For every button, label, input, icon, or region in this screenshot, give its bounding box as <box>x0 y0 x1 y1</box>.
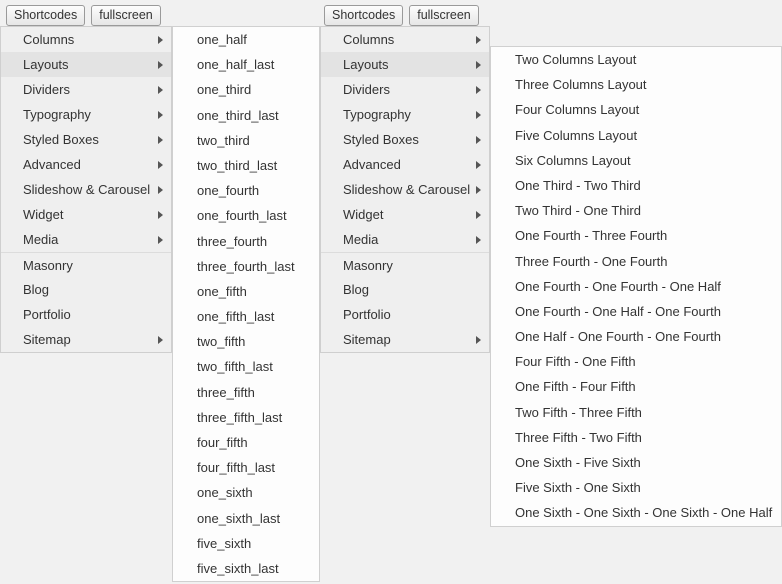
fullscreen-button-right[interactable]: fullscreen <box>409 5 479 26</box>
menu-left-sub-item-label: five_sixth_last <box>197 560 279 576</box>
menu-left-sub-item[interactable] <box>173 405 319 430</box>
menu-left-sub-item[interactable] <box>173 52 319 77</box>
chevron-right-icon <box>158 111 163 119</box>
menu-left-sub-item[interactable] <box>173 430 319 455</box>
menu-right-sub-item-label: Two Third - One Third <box>515 203 641 219</box>
menu-right-main-item[interactable] <box>321 277 489 302</box>
menu-left-main-item-label: Dividers <box>23 82 70 97</box>
menu-left-main-item-label: Typography <box>23 107 91 122</box>
chevron-right-icon <box>476 336 481 344</box>
menu-right-sub-item[interactable] <box>491 374 781 399</box>
menu-right-sub-item[interactable] <box>491 97 781 122</box>
chevron-right-icon <box>476 36 481 44</box>
menu-right-sub-item-label: Six Columns Layout <box>515 152 631 168</box>
menu-right-sub-item[interactable] <box>491 198 781 223</box>
menu-left-main-item-label: Widget <box>23 207 64 222</box>
chevron-right-icon <box>476 211 481 219</box>
layouts-submenu-right <box>490 46 782 527</box>
menu-left-main-item[interactable] <box>1 77 171 102</box>
menu-right-sub-item-label: Two Columns Layout <box>515 52 637 67</box>
menu-left-sub-item[interactable] <box>173 531 319 556</box>
menu-right-sub-item-label: One Fourth - One Half - One Fourth <box>515 303 721 319</box>
menu-left-main-item[interactable] <box>1 227 171 252</box>
chevron-right-icon <box>476 61 481 69</box>
menu-left-sub-item-label: one_third_last <box>197 107 279 123</box>
menu-left-main-item-label: Masonry <box>23 258 73 273</box>
menu-left-sub-item-label: one_fourth_last <box>197 208 287 224</box>
menu-left-sub-item[interactable] <box>173 329 319 354</box>
menu-left-main-item-label: Sitemap <box>23 332 71 347</box>
menu-right-sub-item[interactable] <box>491 274 781 299</box>
menu-right-sub-item-label: One Fourth - One Fourth - One Half <box>515 278 721 294</box>
menu-left-sub-item[interactable] <box>173 354 319 379</box>
menu-left-sub-item-label: one_fifth_last <box>197 309 275 325</box>
shortcodes-button-left[interactable]: Shortcodes <box>6 5 85 26</box>
chevron-right-icon <box>158 86 163 94</box>
menu-left-main-item-label: Slideshow & Carousel <box>23 182 151 197</box>
menu-left-main-item[interactable] <box>1 127 171 152</box>
menu-left-sub-item-label: three_fourth_last <box>197 258 295 274</box>
menu-right-sub-item-label: Five Sixth - One Sixth <box>515 480 641 496</box>
menu-right-sub-item-label: One Half - One Fourth - One Fourth <box>515 329 721 345</box>
menu-left-sub-item-label: four_fifth_last <box>197 460 276 476</box>
menu-left-main-item[interactable] <box>1 202 171 227</box>
menu-right-sub-item-label: One Sixth - One Sixth - One Sixth - One Half <box>515 505 773 521</box>
menu-right-sub-item[interactable] <box>491 47 781 72</box>
menu-right-sub-item[interactable] <box>491 450 781 475</box>
menu-right-main-item-label: Widget <box>343 207 384 222</box>
menu-right-main-item[interactable] <box>321 152 489 177</box>
menu-right-sub-item[interactable] <box>491 400 781 425</box>
menu-right-main-item-label: Typography <box>343 107 411 122</box>
menu-right-sub-item-label: Three Fourth - One Fourth <box>515 253 668 269</box>
menu-left-sub-item-label: two_third_last <box>197 157 278 173</box>
menu-left-main-item[interactable] <box>1 177 171 202</box>
menu-right-main-item-label: Styled Boxes <box>343 132 419 147</box>
menu-right-sub-item[interactable] <box>491 148 781 173</box>
menu-left-main-item-label: Media <box>23 232 59 247</box>
menu-left-main-item[interactable] <box>1 302 171 327</box>
left-toolbar <box>6 4 161 26</box>
chevron-right-icon <box>158 61 163 69</box>
menu-right-main-item[interactable] <box>321 327 489 352</box>
menu-left-sub-item[interactable] <box>173 455 319 480</box>
menu-left-sub-item-label: three_fifth <box>197 384 255 400</box>
chevron-right-icon <box>158 136 163 144</box>
menu-left-main-item[interactable] <box>1 327 171 352</box>
menu-right-main-item[interactable] <box>321 252 489 277</box>
menu-left-sub-item-label: one_fourth <box>197 183 260 199</box>
menu-right-sub-item-label: Five Columns Layout <box>515 127 638 143</box>
menu-right-main-item-label: Advanced <box>343 157 401 172</box>
menu-right-main-item-label: Portfolio <box>343 307 391 322</box>
menu-left-sub-item[interactable] <box>173 128 319 153</box>
menu-left-sub-item-label: one_sixth <box>197 485 253 501</box>
menu-left-sub-item[interactable] <box>173 480 319 505</box>
layouts-submenu-left <box>172 26 320 582</box>
menu-right-sub-item[interactable] <box>491 223 781 248</box>
menu-left-sub-item-label: one_sixth_last <box>197 510 281 526</box>
menu-right-sub-item[interactable] <box>491 500 781 525</box>
menu-right-main-item[interactable] <box>321 77 489 102</box>
menu-left-sub-item-label: three_fourth <box>197 233 268 249</box>
menu-left-sub-item[interactable] <box>173 153 319 178</box>
menu-right-sub-item-label: One Fifth - Four Fifth <box>515 379 636 395</box>
menu-right-main-item[interactable] <box>321 27 489 52</box>
menu-right-main-item[interactable] <box>321 227 489 252</box>
menu-right-sub-item[interactable] <box>491 72 781 97</box>
chevron-right-icon <box>476 111 481 119</box>
menu-right-sub-item-label: Four Columns Layout <box>515 102 640 118</box>
menu-left-sub-item[interactable] <box>173 27 319 52</box>
chevron-right-icon <box>476 136 481 144</box>
menu-left-main-item[interactable] <box>1 252 171 277</box>
menu-right-sub-item-label: One Third - Two Third <box>515 177 641 193</box>
menu-right-sub-item-label: Three Fifth - Two Fifth <box>515 429 642 445</box>
menu-left-sub-item-label: one_third <box>197 82 252 98</box>
menu-left-main-item-label: Blog <box>23 282 50 297</box>
menu-left-sub-item[interactable] <box>173 229 319 254</box>
chevron-right-icon <box>158 236 163 244</box>
menu-left-sub-item[interactable] <box>173 380 319 405</box>
chevron-right-icon <box>158 36 163 44</box>
menu-left-sub-item[interactable] <box>173 254 319 279</box>
menu-left-main-item-label: Layouts <box>23 57 69 72</box>
menu-right-main-item-label: Sitemap <box>343 332 391 347</box>
menu-left-sub-item-label: two_fifth <box>197 334 246 350</box>
menu-left-main-item[interactable] <box>1 152 171 177</box>
chevron-right-icon <box>476 86 481 94</box>
menu-right-sub-item[interactable] <box>491 324 781 349</box>
chevron-right-icon <box>476 186 481 194</box>
menu-right-main-item-label: Slideshow & Carousel <box>343 182 471 197</box>
menu-right-main-item-label: Media <box>343 232 379 247</box>
menu-right-main-item[interactable] <box>321 102 489 127</box>
menu-left-main-item[interactable] <box>1 102 171 127</box>
shortcodes-button-right[interactable]: Shortcodes <box>324 5 403 26</box>
menu-right-main-item[interactable] <box>321 302 489 327</box>
menu-right-main-item-label: Layouts <box>343 57 389 72</box>
menu-left-sub-item[interactable] <box>173 556 319 581</box>
menu-right-sub-item[interactable] <box>491 349 781 374</box>
menu-right-main-item[interactable] <box>321 127 489 152</box>
menu-left-sub-item[interactable] <box>173 77 319 102</box>
menu-left-sub-item[interactable] <box>173 203 319 228</box>
menu-left-sub-item-label: one_half_last <box>197 57 275 73</box>
chevron-right-icon <box>158 336 163 344</box>
menu-left-sub-item[interactable] <box>173 506 319 531</box>
menu-left-main-item[interactable] <box>1 27 171 52</box>
menu-right-sub-item-label: One Sixth - Five Sixth <box>515 455 641 470</box>
menu-right-sub-item[interactable] <box>491 299 781 324</box>
menu-left-sub-item-label: three_fifth_last <box>197 409 283 425</box>
menu-left-sub-item[interactable] <box>173 103 319 128</box>
menu-right-sub-item[interactable] <box>491 173 781 198</box>
chevron-right-icon <box>158 161 163 169</box>
menu-left-sub-item-label: two_fifth_last <box>197 359 273 375</box>
menu-right-sub-item[interactable] <box>491 475 781 500</box>
menu-left-sub-item-label: five_sixth <box>197 535 252 551</box>
menu-right-main-item[interactable] <box>321 177 489 202</box>
menu-left-main-item-label: Styled Boxes <box>23 132 99 147</box>
menu-right-sub-item[interactable] <box>491 425 781 450</box>
menu-left-main-item-label: Columns <box>23 32 75 47</box>
menu-left-sub-item-label: two_third <box>197 132 250 148</box>
shortcodes-menu-left <box>0 26 172 353</box>
menu-left-sub-item-label: one_fifth <box>197 283 247 299</box>
menu-left-sub-item[interactable] <box>173 279 319 304</box>
menu-right-sub-item-label: Four Fifth - One Fifth <box>515 354 636 370</box>
chevron-right-icon <box>476 161 481 169</box>
right-toolbar <box>324 4 479 26</box>
menu-left-sub-item-label: four_fifth <box>197 435 248 450</box>
menu-right-main-item[interactable] <box>321 52 489 77</box>
chevron-right-icon <box>158 211 163 219</box>
menu-left-main-item-label: Portfolio <box>23 307 71 322</box>
menu-right-sub-item[interactable] <box>491 249 781 274</box>
menu-right-main-item-label: Masonry <box>343 258 393 273</box>
menu-left-main-item[interactable] <box>1 277 171 302</box>
menu-right-main-item-label: Columns <box>343 32 395 47</box>
menu-left-main-item[interactable] <box>1 52 171 77</box>
chevron-right-icon <box>476 236 481 244</box>
menu-right-sub-item-label: Three Columns Layout <box>515 77 647 93</box>
menu-left-main-item-label: Advanced <box>23 157 81 172</box>
shortcodes-menu-right <box>320 26 490 353</box>
menu-right-main-item-label: Blog <box>343 282 370 297</box>
menu-left-sub-item-label: one_half <box>197 32 247 47</box>
menu-right-sub-item-label: One Fourth - Three Fourth <box>515 228 668 244</box>
menu-left-sub-item[interactable] <box>173 304 319 329</box>
menu-right-main-item[interactable] <box>321 202 489 227</box>
menu-right-sub-item-label: Two Fifth - Three Fifth <box>515 404 642 420</box>
chevron-right-icon <box>158 186 163 194</box>
menu-right-sub-item[interactable] <box>491 123 781 148</box>
menu-right-main-item-label: Dividers <box>343 82 390 97</box>
menu-left-sub-item[interactable] <box>173 178 319 203</box>
fullscreen-button-left[interactable]: fullscreen <box>91 5 161 26</box>
